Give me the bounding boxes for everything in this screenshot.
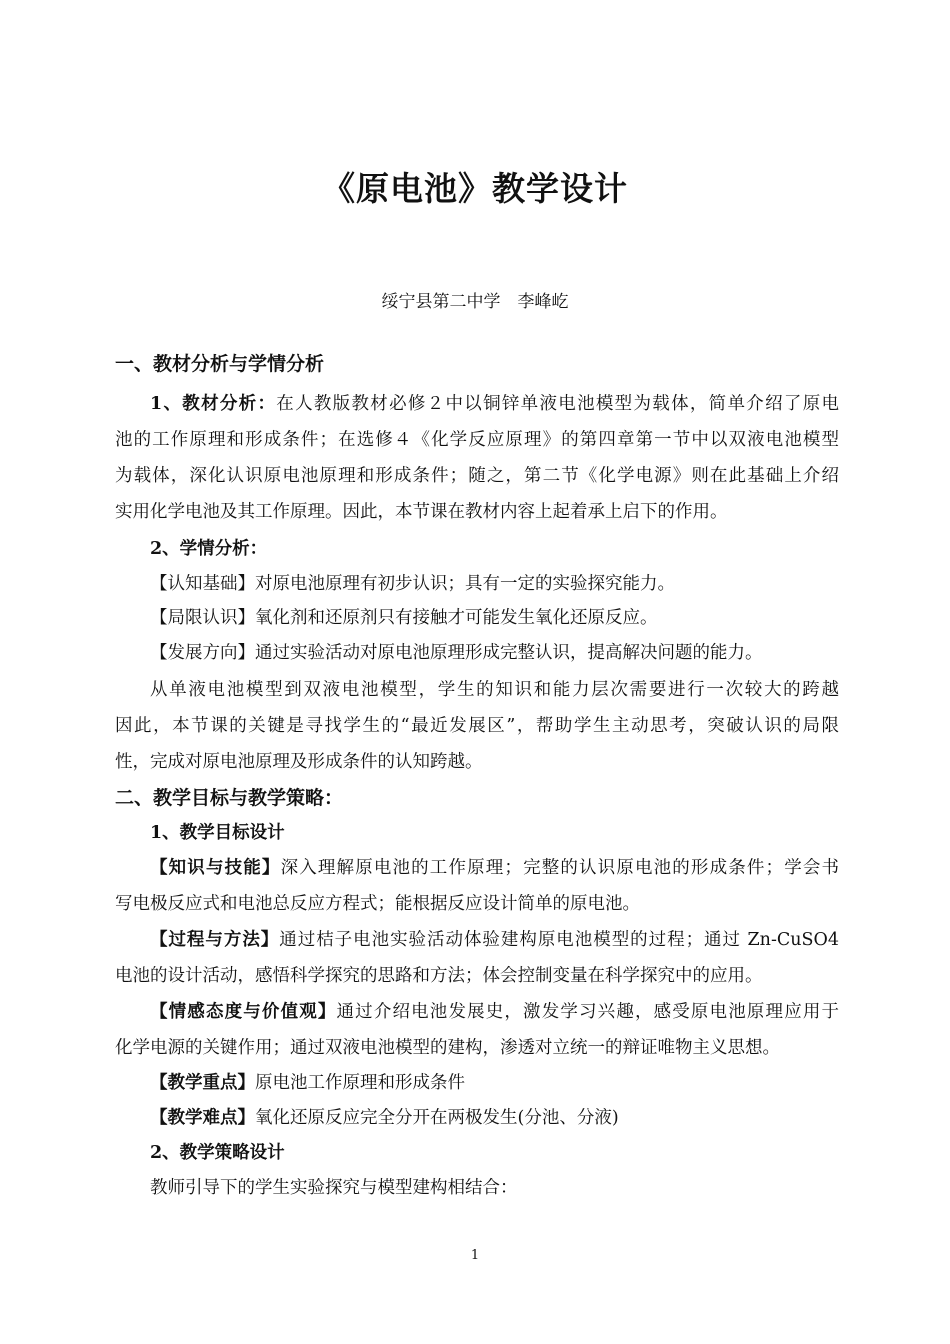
paragraph-line: 【教学难点】氧化还原反应完全分开在两极发生(分池、分液) — [150, 1108, 619, 1128]
paragraph-line: 池的工作原理和形成条件；在选修４《化学反应原理》的第四章第一节中以双液电池模型 — [115, 430, 839, 450]
paragraph-label: 【情感态度与价值观】 — [150, 1002, 337, 1022]
paragraph-line: 【局限认识】氧化剂和还原剂只有接触才可能发生氧化还原反应。 — [150, 608, 658, 628]
paragraph-line: 化学电源的关键作用；通过双液电池模型的建构，渗透对立统一的辩证唯物主义思想。 — [115, 1038, 780, 1058]
paragraph-line: 写电极反应式和电池总反应方程式；能根据反应设计简单的原电池。 — [115, 894, 640, 914]
paragraph-line: 【情感态度与价值观】通过介绍电池发展史，激发学习兴趣，感受原电池原理应用于 — [150, 1002, 840, 1022]
subheading: 2、教学策略设计 — [150, 1143, 285, 1163]
paragraph-label: 1、教材分析： — [150, 394, 277, 414]
paragraph-line: 因此，本节课的关键是寻找学生的“最近发展区”，帮助学生主动思考，突破认识的局限 — [115, 716, 839, 736]
document-title: 《原电池》教学设计 — [322, 169, 628, 208]
author-line: 绥宁县第二中学 李峰屹 — [381, 292, 569, 312]
paragraph-line: 为载体，深化认识原电池原理和形成条件；随之，第二节《化学电源》则在此基础上介绍 — [115, 466, 839, 486]
paragraph-label: 【知识与技能】 — [150, 858, 281, 878]
paragraph-line: 【过程与方法】通过桔子电池实验活动体验建构原电池模型的过程；通过 Zn-CuSO4 — [150, 930, 839, 950]
paragraph-line: 实用化学电池及其工作原理。因此，本节课在教材内容上起着承上启下的作用。 — [115, 502, 728, 522]
subheading: 2、学情分析： — [150, 539, 268, 559]
section-heading-1: 一、教材分析与学情分析 — [115, 353, 325, 375]
paragraph-line: 性，完成对原电池原理及形成条件的认知跨越。 — [115, 752, 483, 772]
paragraph-line: 1、教材分析：在人教版教材必修２中以铜锌单液电池模型为载体，简单介绍了原电 — [150, 394, 839, 414]
paragraph-line: 【教学重点】原电池工作原理和形成条件 — [150, 1073, 465, 1093]
paragraph-label: 【教学重点】 — [150, 1073, 255, 1093]
paragraph-line: 电池的设计活动，感悟科学探究的思路和方法；体会控制变量在科学探究中的应用。 — [115, 966, 763, 986]
paragraph-label: 【教学难点】 — [150, 1108, 255, 1128]
page-number: 1 — [470, 1248, 480, 1263]
paragraph-line: 从单液电池模型到双液电池模型，学生的知识和能力层次需要进行一次较大的跨越 — [150, 680, 839, 700]
paragraph-line: 【发展方向】通过实验活动对原电池原理形成完整认识，提高解决问题的能力。 — [150, 643, 763, 663]
paragraph-line: 教师引导下的学生实验探究与模型建构相结合： — [150, 1178, 518, 1198]
section-heading-2: 二、教学目标与教学策略： — [115, 787, 344, 809]
paragraph-line: 【知识与技能】深入理解原电池的工作原理；完整的认识原电池的形成条件；学会书 — [150, 858, 840, 878]
paragraph-label: 【过程与方法】 — [150, 930, 280, 950]
paragraph-line: 【认知基础】对原电池原理有初步认识；具有一定的实验探究能力。 — [150, 574, 675, 594]
subheading: 1、教学目标设计 — [150, 823, 285, 843]
